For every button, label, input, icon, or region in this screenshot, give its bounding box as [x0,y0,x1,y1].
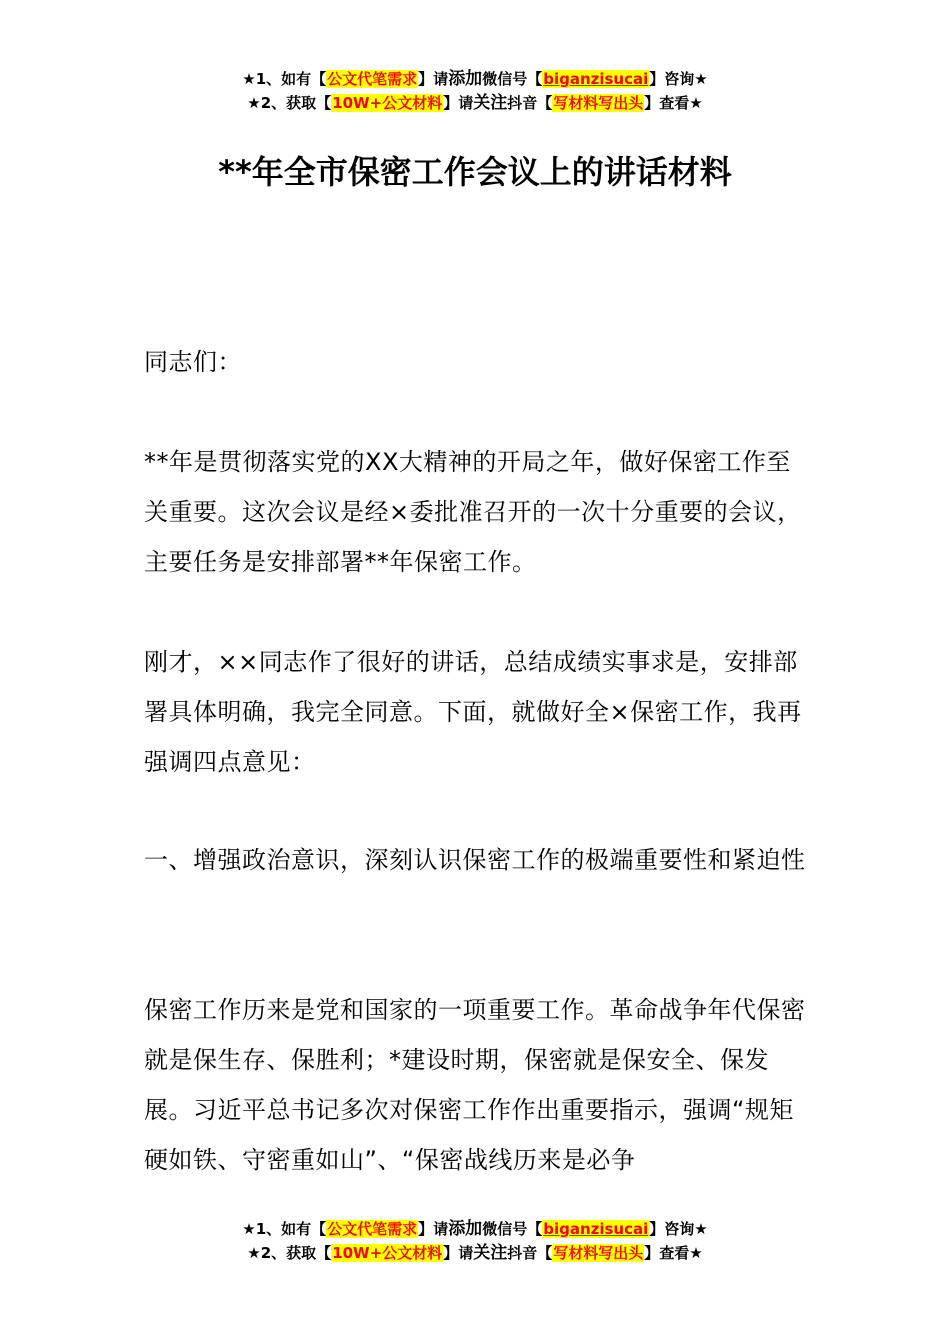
paragraph-intro [144,437,810,587]
paragraph-text: 保密工作历来是党和国家的一项重要工作。革命战争年代保密就是保生存、保胜利；*建设时期，保密就是保安全、保发展。习近平总书记多次对保密工作作出重要指示，强调“规矩硬如铁、守密重如山”、“保密战线历来是必争 [144,996,806,1174]
promo-text: 微信号【 [482,1220,543,1238]
promo-text: 】请 [418,70,449,88]
promo-text: 】咨询★ [649,70,708,88]
promo-text: 】请 [443,1244,474,1262]
promo-text: 】请 [418,1220,449,1238]
promo-line-2 [0,1241,950,1265]
promo-text: 】请 [443,94,474,112]
promo-text: 微信号【 [482,70,543,88]
promo-line-1 [0,1217,950,1241]
salutation: 同志们： [144,348,242,376]
promo-text: 】查看★ [644,1244,703,1262]
promo-highlight-service: 公文代笔需求 [327,1220,418,1238]
promo-line-1 [0,67,950,91]
promo-banner-bottom [0,1217,950,1265]
promo-highlight-materials: 10W+公文材料 [332,94,443,112]
heading-text: 一、增强政治意识，深刻认识保密工作的极端重要性和紧迫性 [144,846,806,874]
promo-text: 】查看★ [644,94,703,112]
paragraph-text: **年是贯彻落实党的XX大精神的开局之年，做好保密工作至关重要。这次会议是经×委批准召开的一次十分重要的会议，主要任务是安排部署**年保密工作。 [144,448,802,576]
promo-banner-top [0,67,950,115]
document-title: **年全市保密工作会议上的讲话材料 [218,153,732,191]
section-heading-1 [144,835,810,885]
paragraph-history [144,985,810,1185]
promo-emphasis-add: 添加 [448,69,483,89]
paragraph-agreement [144,637,810,787]
promo-line-2 [0,91,950,115]
promo-emphasis-follow: 关注 [473,93,508,113]
promo-text: ★1、如有【 [242,1220,327,1238]
promo-text: ★2、获取【 [247,1244,332,1262]
promo-text: ★2、获取【 [247,94,332,112]
promo-highlight-douyin: 写材料写出头 [553,94,644,112]
promo-highlight-materials: 10W+公文材料 [332,1244,443,1262]
promo-highlight-wechat-id: biganzisucai [543,1220,649,1238]
promo-highlight-wechat-id: biganzisucai [543,70,649,88]
promo-highlight-douyin: 写材料写出头 [553,1244,644,1262]
promo-text: 抖音【 [507,1244,553,1262]
promo-emphasis-add: 添加 [448,1219,483,1239]
promo-text: 】咨询★ [649,1220,708,1238]
promo-highlight-service: 公文代笔需求 [327,70,418,88]
promo-text: ★1、如有【 [242,70,327,88]
promo-text: 抖音【 [507,94,553,112]
promo-emphasis-follow: 关注 [473,1243,508,1263]
paragraph-text: 刚才，××同志作了很好的讲话，总结成绩实事求是，安排部署具体明确，我完全同意。下面，就做好全×保密工作，我再强调四点意见： [144,648,802,776]
